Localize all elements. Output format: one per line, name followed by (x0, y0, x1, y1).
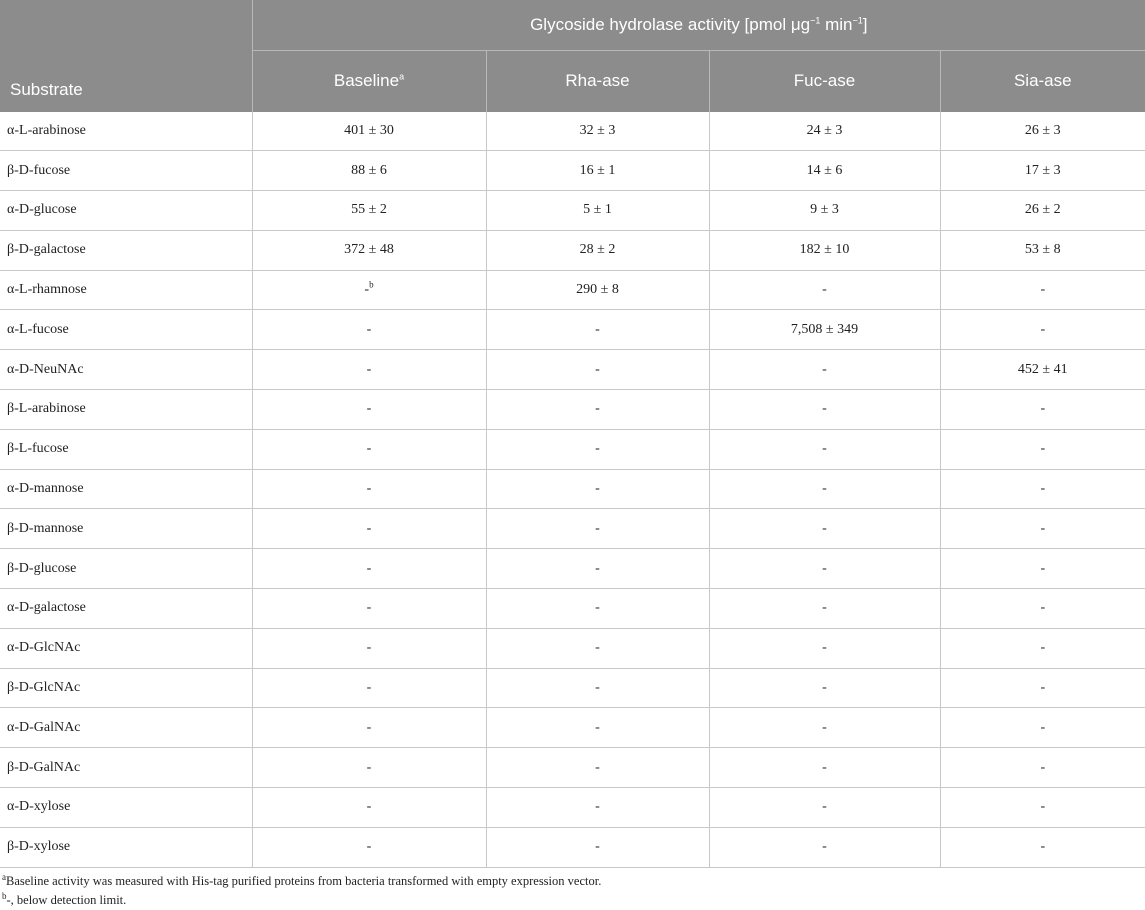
value-cell: - (940, 549, 1145, 589)
value-cell: - (486, 509, 709, 549)
value-cell: 7,508 ± 349 (709, 310, 940, 350)
value-cell: - (252, 429, 486, 469)
value-cell: - (252, 469, 486, 509)
table-row (0, 390, 1145, 430)
group-header: Glycoside hydrolase activity [pmol $\mu g^{-1}$ $\min^{-1}$] (252, 0, 1145, 51)
value-cell: 401 ± 30 (252, 112, 486, 151)
substrate-cell: α-L-arabinose (0, 112, 252, 151)
value-cell: - (252, 708, 486, 748)
table-row (0, 310, 1145, 350)
value-cell: - (709, 350, 940, 390)
value-cell: - (940, 668, 1145, 708)
value-cell: - (252, 748, 486, 788)
footnote-a: $^a$Baseline activity was measured with His-tag purified proteins from bacteria transformed with empty expression vector. (2, 871, 602, 888)
table-row (0, 708, 1145, 748)
value-cell: 16 ± 1 (486, 151, 709, 191)
value-cell: - (252, 310, 486, 350)
table-row (0, 748, 1145, 788)
value-cell: 55 ± 2 (252, 191, 486, 231)
table-row (0, 668, 1145, 708)
value-cell: 26 ± 3 (940, 112, 1145, 151)
value-cell: - (709, 270, 940, 310)
table-row (0, 827, 1145, 867)
value-cell: 88 ± 6 (252, 151, 486, 191)
substrate-cell: β-D-fucose (0, 151, 252, 191)
value-cell: 182 ± 10 (709, 230, 940, 270)
value-cell: - (940, 310, 1145, 350)
value-cell: - (709, 469, 940, 509)
value-cell: - (940, 788, 1145, 828)
value-cell: 17 ± 3 (940, 151, 1145, 191)
substrate-cell: β-L-arabinose (0, 390, 252, 430)
value-cell: 28 ± 2 (486, 230, 709, 270)
value-cell: - (252, 549, 486, 589)
value-cell: - (252, 827, 486, 867)
table-row (0, 429, 1145, 469)
value-cell: - (940, 390, 1145, 430)
table-body (0, 112, 1145, 868)
value-cell: - (940, 270, 1145, 310)
substrate-cell: α-D-mannose (0, 469, 252, 509)
value-cell: - (709, 668, 940, 708)
value-cell: - (709, 589, 940, 629)
table-row (0, 788, 1145, 828)
table-row (0, 112, 1145, 151)
table-row (0, 191, 1145, 231)
value-cell: - (252, 350, 486, 390)
table-row (0, 509, 1145, 549)
value-cell: -$^b$ (252, 270, 486, 310)
value-cell: - (709, 390, 940, 430)
value-cell: - (940, 469, 1145, 509)
value-cell: - (252, 589, 486, 629)
table-row (0, 350, 1145, 390)
table-row (0, 270, 1145, 310)
value-cell: - (486, 628, 709, 668)
value-cell: - (940, 827, 1145, 867)
column-header-fuc-ase: Fuc-ase (709, 51, 940, 112)
value-cell: - (252, 509, 486, 549)
column-header-sia-ase: Sia-ase (940, 51, 1145, 112)
value-cell: - (252, 390, 486, 430)
value-cell: - (252, 788, 486, 828)
substrate-header: Substrate (0, 51, 252, 112)
value-cell: - (486, 429, 709, 469)
column-header-baseline: Baseline$^a$ (252, 51, 486, 112)
table-row (0, 151, 1145, 191)
substrate-cell: α-D-NeuNAc (0, 350, 252, 390)
value-cell: - (940, 509, 1145, 549)
value-cell: - (486, 469, 709, 509)
value-cell: - (709, 429, 940, 469)
value-cell: - (486, 748, 709, 788)
value-cell: - (940, 589, 1145, 629)
substrate-cell: β-D-GalNAc (0, 748, 252, 788)
value-cell: 26 ± 2 (940, 191, 1145, 231)
value-cell: - (709, 509, 940, 549)
value-cell: - (486, 390, 709, 430)
value-cell: - (252, 628, 486, 668)
value-cell: 53 ± 8 (940, 230, 1145, 270)
value-cell: - (709, 788, 940, 828)
substrate-cell: β-D-glucose (0, 549, 252, 589)
value-cell: - (486, 668, 709, 708)
substrate-cell: α-D-galactose (0, 589, 252, 629)
value-cell: - (709, 827, 940, 867)
column-header-rha-ase: Rha-ase (486, 51, 709, 112)
header-blank-cell (0, 0, 252, 51)
value-cell: 452 ± 41 (940, 350, 1145, 390)
substrate-cell: α-L-fucose (0, 310, 252, 350)
value-cell: - (486, 827, 709, 867)
value-cell: - (486, 310, 709, 350)
substrate-cell: α-D-GlcNAc (0, 628, 252, 668)
value-cell: - (940, 628, 1145, 668)
value-cell: - (709, 628, 940, 668)
table-row (0, 628, 1145, 668)
table-row (0, 549, 1145, 589)
substrate-cell: β-D-GlcNAc (0, 668, 252, 708)
value-cell: 290 ± 8 (486, 270, 709, 310)
table-row (0, 469, 1145, 509)
footnotes (0, 872, 1145, 910)
substrate-cell: β-D-xylose (0, 827, 252, 867)
value-cell: - (709, 708, 940, 748)
value-cell: 5 ± 1 (486, 191, 709, 231)
substrate-cell: α-D-GalNAc (0, 708, 252, 748)
substrate-cell: α-D-glucose (0, 191, 252, 231)
value-cell: - (486, 549, 709, 589)
value-cell: 9 ± 3 (709, 191, 940, 231)
value-cell: 372 ± 48 (252, 230, 486, 270)
substrate-cell: β-D-mannose (0, 509, 252, 549)
value-cell: 14 ± 6 (709, 151, 940, 191)
substrate-cell: α-D-xylose (0, 788, 252, 828)
value-cell: - (486, 708, 709, 748)
value-cell: 24 ± 3 (709, 112, 940, 151)
substrate-cell: β-L-fucose (0, 429, 252, 469)
substrate-cell: β-D-galactose (0, 230, 252, 270)
substrate-cell: α-L-rhamnose (0, 270, 252, 310)
value-cell: - (486, 350, 709, 390)
value-cell: - (940, 708, 1145, 748)
value-cell: - (252, 668, 486, 708)
table-row (0, 589, 1145, 629)
value-cell: - (709, 549, 940, 589)
value-cell: - (940, 748, 1145, 788)
value-cell: - (486, 788, 709, 828)
value-cell: - (486, 589, 709, 629)
value-cell: 32 ± 3 (486, 112, 709, 151)
footnote-b: $^b$-, below detection limit. (2, 890, 127, 907)
value-cell: - (709, 748, 940, 788)
table-row (0, 230, 1145, 270)
value-cell: - (940, 429, 1145, 469)
